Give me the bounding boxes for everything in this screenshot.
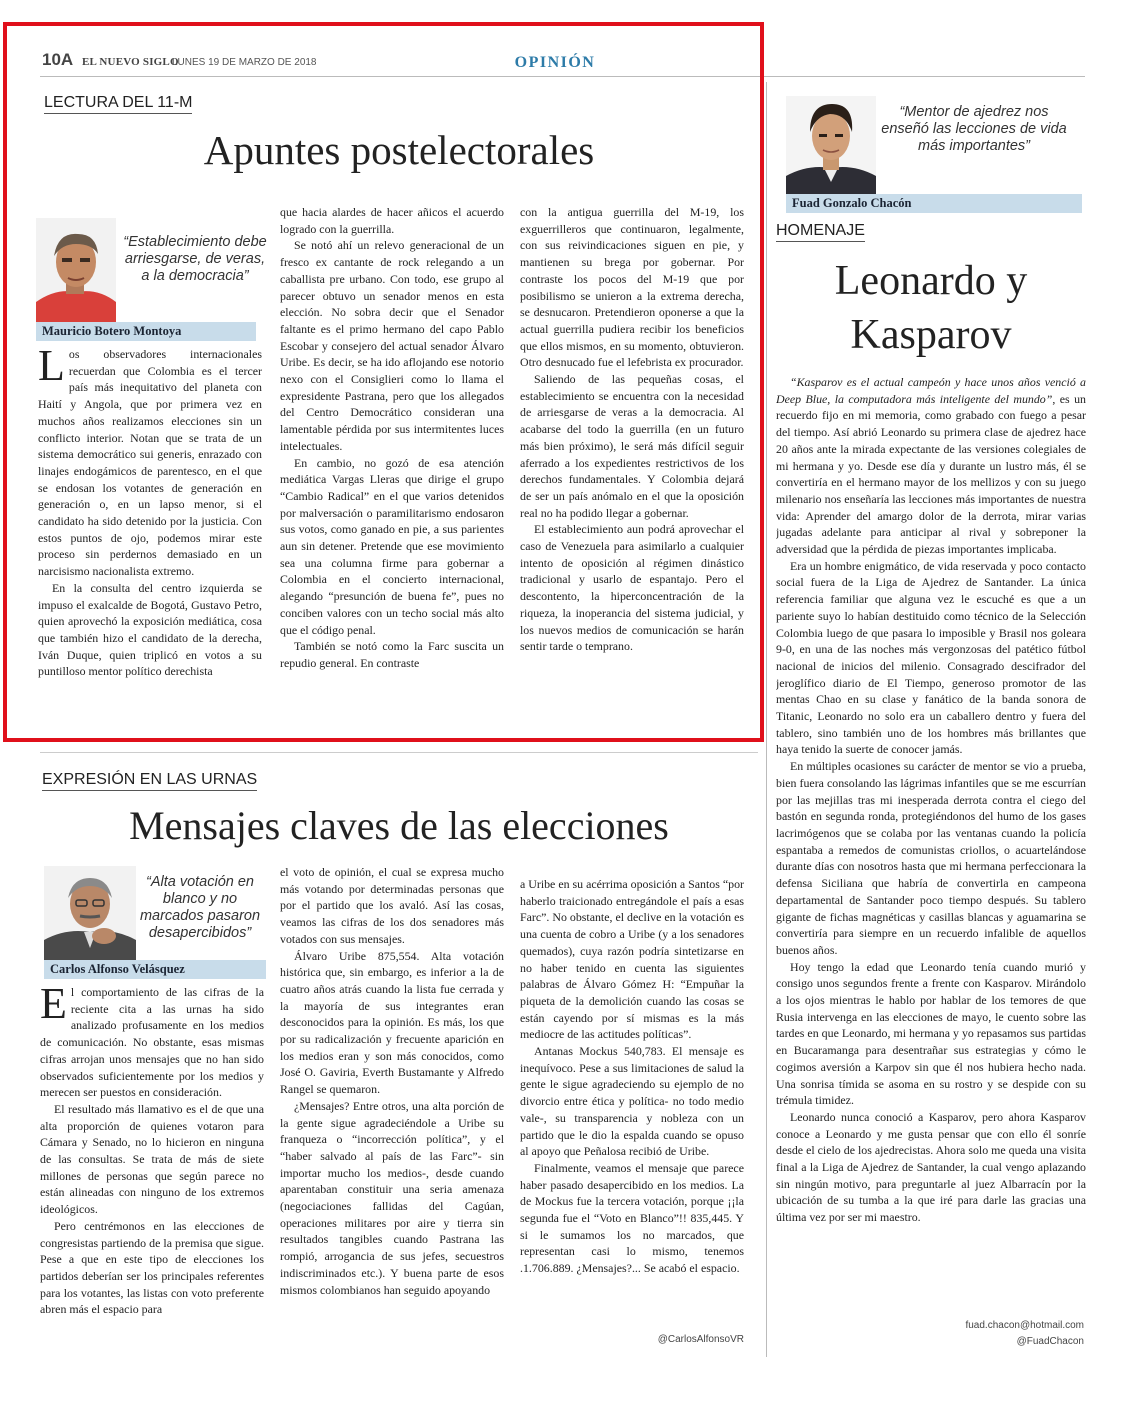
article1-kicker: LECTURA DEL 11-M — [44, 94, 192, 114]
article2-author: Carlos Alfonso Velásquez — [44, 960, 266, 979]
section-title: OPINIÓN — [514, 54, 596, 71]
article3-headline-line2: Kasparov — [850, 312, 1012, 358]
article2-column-3: a Uribe en su acérrima oposición a Santos “por haberlo traicionado entregándole el país a esas Farc”. No obstante, el declive en la votación es una cuenta de cobro a Uribe (y a los senadores quemados), cuya razón podría sintetizarse en no haber tenido en cuenta las siguientes palabras de Álvaro Gómez H: “Empuñar la piqueta de la demolición cuando las cosas se están cayendo por sí mismas es la más mediocre de las actitudes políticas”. Antanas Mockus 540,783. El mensaje es inequívoco. Pese a sus limitaciones de salud la gente le sigue agradeciendo su ejemplo de no divorcio entre ética y política- no todo medio vale-, su transparencia y nobleza con un partido que le dio la espalda cuando se opuso al apoyo que Peñalosa recibió de Uribe. Finalmente, veamos el mensaje que parece haber pasado desapercibido en los medios. La de Mockus fue la tercera votación, porque ¡¡la segunda fue el “Voto en Blanco”!! 835,445. Y si le sumamos los no marcados, que representan casi lo mismo, tenemos .1.706.889. ¿Mensajes?... Se acabó el espacio. — [520, 877, 744, 1276]
column-divider — [766, 82, 767, 1357]
article2-kicker: EXPRESIÓN EN LAS URNAS — [42, 771, 257, 791]
author-photo-velasquez — [44, 866, 136, 960]
horizontal-divider — [40, 752, 758, 753]
article1-headline: Apuntes postelectorales — [203, 127, 595, 173]
article2-headline: Mensajes claves de las elecciones — [129, 803, 669, 848]
author-photo-chacon — [786, 96, 876, 194]
article3-pull-quote: “Mentor de ajedrez nos enseñó las lecciones de vida más importantes” — [881, 104, 1067, 154]
article2-dropcap: E — [40, 984, 67, 1028]
highlight-box — [3, 22, 764, 742]
article1-column-1: Los observadores internacionales recuerdan que Colombia es el tercer país más inequitativo del planeta con Haití y Angola, que por primera vez en muchos años realizamos elecciones sin un conflicto interior. Notan que se trata de un sistema democrático sui generis, enrazado con linajes endogámicos de parentesco, en el que se endosan los votantes de generación en generación o, en un lapso menor, si el candidato ha sido detenido por la justicia. Con estos puntos de ojo, podemos mirar este proceso sin perdernos demasiado en un narcisismo nacionalista extremo. En la consulta del centro izquierda se impuso el exalcalde de Bogotá, Gustavo Petro, quien aprovechó la exposición mediática, cosa que también hizo el candidato de la derecha, Iván Duque, quien triplicó en votos a su puntilloso mentor político derechista — [38, 346, 262, 679]
issue-date: LUNES 19 DE MARZO DE 2018 — [172, 57, 317, 68]
article1-column-3: con la antigua guerrilla del M-19, los exguerrilleros que continuaron, legalmente, con sus reivindicaciones siguen en pie, y mantienen su brega por gobernar. Por contraste los pocos del M-19 que por posibilismo se unieron a la extrema derecha, se desnucaron. Pretendieron oponerse a que la actual guerrilla pudiera recibir los beneficios que ellos mismos, en su momento, obtuvieron. Otro desnucado fue el lefebrista ex procurador. Saliendo de las pequeñas cosas, el establecimiento se encuentra con la necesidad de arriesgarse de veras a la democracia. Al acabarse del todo la guerrilla (en un futuro más bien próximo), le será más difícil seguir aferrado a los expedientes restrictivos de los derechos fundamentales. Y Colombia dejará de ser un país anómalo en el que la oposición real no ha podido llegar a gobernar. El establecimiento aun podrá aprovechar el caso de Venezuela para asimilarlo a cualquier intento de oposición al régimen dinástico tradicional y usarlo de espantajo. Pero el descontento, la hiperconcentración de la riqueza, la inoperancia del sistema judicial, y los nuevos medios de comunicación se harán sentir tarde o temprano. — [520, 205, 744, 654]
article1-column-2: que hacia alardes de hacer añicos el acuerdo logrado con la guerrilla. Se notó ahí un relevo generacional de un fresco ex cantante de rock relegando a un caballista pre urbano. Con todo, ese grupo al parecer obtuvo un senador menos en esta elección. No sobra decir que el Senador faltante es el primo hermano del capo Pablo Escobar y consejero del actual senador Álvaro Uribe. Es decir, se ha ido aflojando ese notorio nexo con el Consiglieri como lo llama el expresidente Pastrana, pero que los allegados del Centro Democrático consideran una lamentable pérdida por sus intermitentes luces intelectuales. En cambio, no gozó de esa atención mediática Vargas Lleras que dirige el grupo “Cambio Radical” en el que varios detenidos por malversación o paramilitarismo endosaron sus votos, como ganado en pie, a sus parientes aun sin detener. Pretende que ese movimiento sea una columna firme para gobernar a Colombia en el concierto internacional, alegando “presunción de buena fe”, pues no conciben valores con un techo social más alto que el código penal. También se notó como la Farc suscita un repudio general. En contraste — [280, 205, 504, 670]
article2-column-2: el voto de opinión, el cual se expresa mucho más votando por determinadas personas que por el partido que los avaló. Así las cosas, veamos las cifras de los dos senadores más votados con sus mensajes. Álvaro Uribe 875,554. Alta votación histórica que, sin embargo, es inferior a la de cuatro años atrás cuando la lista fue cerrada y la mayoría de sus integrantes eran desconocidos para la opinión. Es más, los que por su radicalización y frecuente aparición en los medios eran y son más conocidos, como José O. Gaviria, Everth Bustamante y Alfredo Rangel se quemaron. ¿Mensajes? Entre otros, una alta porción de la gente sigue agradeciéndole a Uribe su franqueza o “incorrección política”, y el “haber salvado al país de las Farc”- sin importar mucho los medios-, desde cuando aparentaban constituir una seria amenaza (negociaciones fallidas del Cagúan, operaciones militares por aire y tierra sin resultados tangibles cuando Pastrana las rompió, arrogancia de sus jefes, secuestros indiscriminados etc.). Y buena parte de esos mismos colombianos han seguido apoyando — [280, 865, 504, 1297]
article1-author: Mauricio Botero Montoya — [36, 322, 256, 341]
article3-author: Fuad Gonzalo Chacón — [786, 194, 1082, 213]
article3-kicker: HOMENAJE — [776, 222, 865, 242]
article2-twitter-handle: @CarlosAlfonsoVR — [657, 1334, 744, 1345]
newspaper-name: EL NUEVO SIGLO — [82, 56, 179, 68]
article3-headline-line1: Leonardo y — [834, 258, 1028, 304]
article3-twitter-handle: @FuadChacon — [1016, 1336, 1084, 1347]
article2-pull-quote: “Alta votación en blanco y no marcados pasaron desapercibidos” — [139, 874, 261, 941]
article1-pull-quote: “Establecimiento debe arriesgarse, de veras, a la democracia” — [123, 234, 267, 284]
article1-dropcap: L — [38, 346, 65, 390]
article3-lead-quote: “Kasparov es el actual campeón y hace unos años venció a Deep Blue, la computadora más inteligente del mundo” — [776, 375, 1086, 406]
article3-body: “Kasparov es el actual campeón y hace unos años venció a Deep Blue, la computadora más inteligente del mundo”, es un recuerdo fijo en mi memoria, como grabado con fuego a pesar del tiempo. Así abrió Leonardo su primera clase de ajedrez hace 20 años ante la mirada expectante de las versiones colegiales de mi hermana y yo. Desde ese día y durante un lustro más, él se convertiría en el hermano mayor de los mellizos y con su juego milenario nos enseñaría las lecciones más importantes de nuestra vida: Aprender del amargo dolor de la derrota, mirar varias jugadas adelante para anticipar al rival y sobreponer la adversidad que la pérdida de piezas importantes implicaba. Era un hombre enigmático, de vida reservada y poco contacto social fuera de la Liga de Ajedrez de Santander. La única referencia familiar que alguna vez le escuché es que a un pariente suyo lo habían destituido como técnico de la Selección Colombia luego de que pasara lo imposible y Brasil nos goleara 9-0, en una de las noches más vergonzosas del patético fútbol nacional de inicios del milenio. Consagrado descifrador del jeroglífico diario de El Tiempo, generoso promotor de las mentas Chao en su clase y fanático de la banda sonora de Titanic, Leonardo no solo era un caballero dentro y fuera del tablero, sino también uno de los hombres más brillantes que haya tenido la suerte de conocer jamás. En múltiples ocasiones su carácter de mentor se vio a prueba, bien fuera consolando las lágrimas infantiles que se me escurrían por las mejillas tras mi inesperada derrota contra el ciego del bastón en segunda ronda, protegiéndonos del humo de los gases lacrimógenos que se colaba por las ventanas cuando la policía espantaba a remedos de comunistas criollos, o acuartelándose durante días con nosotros hasta que mi hermana perfeccionara la defensa Siciliana que habría de convertirla en campeona departamental de Santander poco tiempo después. Su tablero gigante de fichas magnéticas y casillas blancas y aguamarina se convertiría para siempre en un recuerdo infalible de aquellos buenos años. Hoy tengo la edad que Leonardo tenía cuando murió y consigo unos segundos frente a frente con Kasparov. Mirándolo a los ojos mientras le hablo por hablar de los temores de que Rusia intervenga en las elecciones de mayo, le cuento sobre las tardes en que Leonardo, mi hermana y yo repasamos sus partidas en Bucaramanga para desentrañar sus estrategias y cómo le cogimos aversión a Karpov sin que él nos hubiera hecho nada. Una sonrisa tímida se asoma en su rostro y se despide con su trémula timidez. Leonardo nunca conoció a Kasparov, pero ahora Kasparov conoce a Leonardo y me gusta pensar que con ello él sonríe desde el cielo de los ajedrecistas. Ahora solo me queda una visita final a la Liga de Ajedrez de Santander, la cual vengo aplazando sin ningún motivo, para preguntarle al juez Albarracín por la ubicación de su tumba a la que iré para darle las gracias una última vez por ser mi maestro. — [776, 375, 1086, 1225]
page-number: 10A — [42, 50, 74, 69]
article3-email: fuad.chacon@hotmail.com — [965, 1320, 1084, 1331]
article2-column-1: El comportamiento de las cifras de la reciente cita a las urnas ha sido analizado profusamente en los medios de comunicación. No obstante, esas mismas cifras arrojan unos mensajes que no han sido observados suficientemente por los medios y merecen ser puestos en consideración. El resultado más llamativo es el de que una alta proporción de quienes votaron para Cámara y Senado, no lo hicieron en ninguna de las consultas. Se trata de más de siete millones de personas que según parece no están alineadas con ninguno de los extremos ideológicos. Pero centrémonos en las elecciones de congresistas partiendo de la premisa que sigue. Pese a que en este tipo de elecciones los partidos deberían ser los principales referentes para los votantes, las listas con voto preferente abren más el espacio para — [40, 984, 264, 1317]
